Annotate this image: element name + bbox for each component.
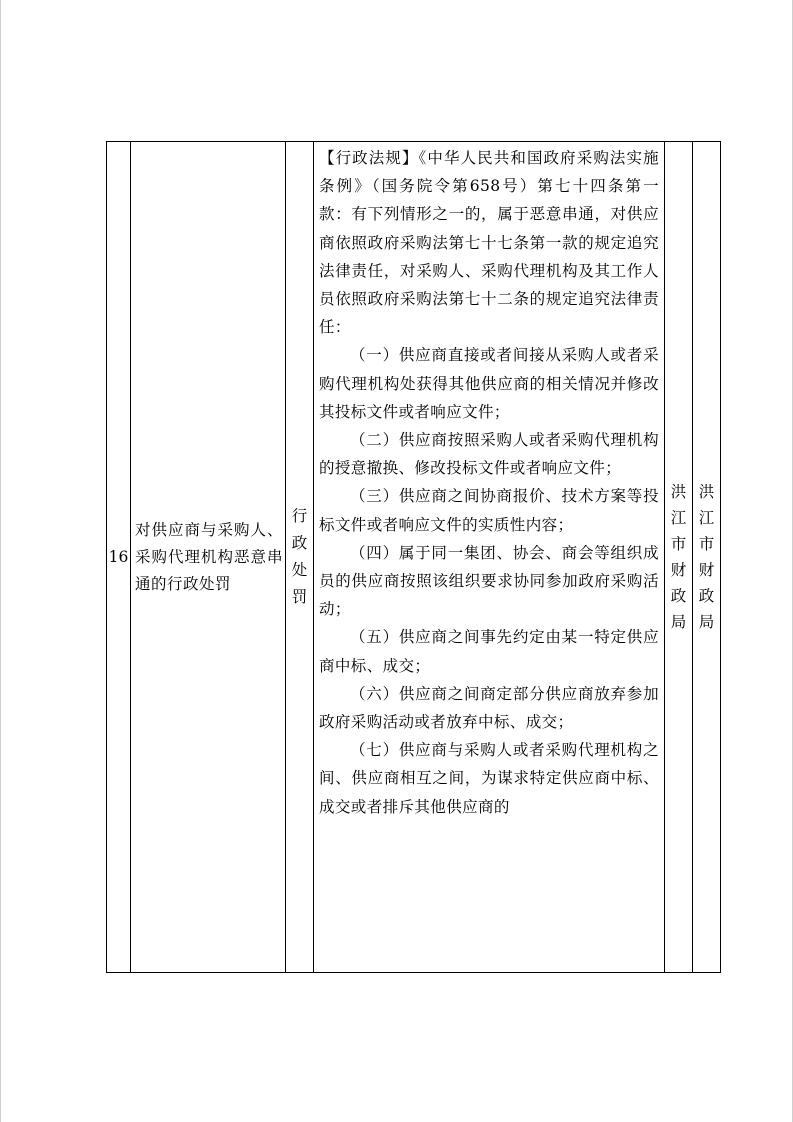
department-char: 江 <box>698 509 715 527</box>
item-type-char: 行 <box>291 507 308 525</box>
department-char: 江 <box>670 509 687 527</box>
legal-basis-item: （一）供应商直接或者间接从采购人或者采购代理机构处获得其他供应商的相关情况并修改其投标文件或者响应文件； <box>319 346 659 421</box>
department-char: 财 <box>670 561 687 579</box>
responsible-department <box>693 142 721 973</box>
legal-basis <box>314 142 665 973</box>
item-type <box>286 142 314 973</box>
department-char: 政 <box>670 587 687 605</box>
department-char: 市 <box>698 535 715 553</box>
authority-table <box>106 141 721 973</box>
item-name: 对供应商与采购人、采购代理机构恶意串通的行政处罚 <box>131 142 286 973</box>
legal-basis-item: （六）供应商之间商定部分供应商放弃参加政府采购活动或者放弃中标、成交； <box>319 684 659 732</box>
table-row <box>107 142 721 973</box>
item-type-char: 处 <box>291 561 308 579</box>
department-char: 洪 <box>670 483 687 501</box>
legal-basis-item: （三）供应商之间协商报价、技术方案等投标文件或者响应文件的实质性内容； <box>319 487 659 534</box>
legal-basis-item: （四）属于同一集团、协会、商会等组织成员的供应商按照该组织要求协同参加政府采购活动； <box>319 543 659 619</box>
department-char: 财 <box>698 561 715 579</box>
item-type-char: 罚 <box>291 588 308 606</box>
legal-basis-item: （七）供应商与采购人或者采购代理机构之间、供应商相互之间，为谋求特定供应商中标、成交或者排斥其他供应商的 <box>319 741 659 816</box>
item-type-char: 政 <box>291 534 308 552</box>
department-char: 洪 <box>698 483 715 501</box>
department-char: 局 <box>698 613 715 631</box>
legal-basis-item: （五）供应商之间事先约定由某一特定供应商中标、成交； <box>319 628 659 675</box>
legal-basis-item: （二）供应商按照采购人或者采购代理机构的授意撤换、修改投标文件或者响应文件； <box>319 431 659 478</box>
row-number: 16 <box>107 142 131 973</box>
department-char: 市 <box>670 535 687 553</box>
implementing-department <box>665 142 693 973</box>
department-char: 局 <box>670 613 687 631</box>
department-char: 政 <box>698 587 715 605</box>
legal-basis-intro: 【行政法规】《中华人民共和国政府采购法实施条例》（国务院令第658号）第七十四条第一款：有下列情形之一的，属于恶意串通，对供应商依照政府采购法第七十七条第一款的规定追究法律责任，对采购人、采购代理机构及其工作人员依照政府采购法第七十二条的规定追究法律责任： <box>319 149 659 337</box>
